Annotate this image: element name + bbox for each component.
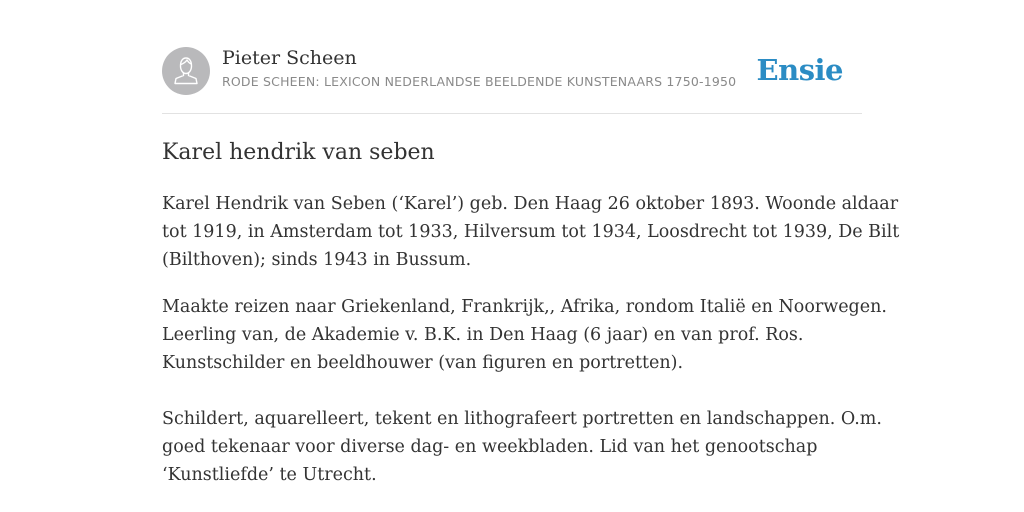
text-line: (Bilthoven); sinds 1943 in Bussum. <box>162 250 472 270</box>
source-title[interactable]: RODE SCHEEN: LEXICON NEDERLANDSE BEELDENDE KUNSTENAARS 1750-1950 <box>222 74 737 89</box>
paragraph-spacer <box>162 377 867 405</box>
text-line: goed tekenaar voor diverse dag- en weekbladen. Lid van het genootschap <box>162 437 818 457</box>
ensie-logo[interactable]: Ensie <box>756 53 843 87</box>
article-header <box>162 46 862 96</box>
paragraph-2 <box>162 293 887 377</box>
text-line: Schildert, aquarelleert, tekent en lithografeert portretten en landschappen. O.m. <box>162 409 882 429</box>
text-line: Kunstschilder en beeldhouwer (van figuren en portretten). <box>162 353 684 373</box>
article-body <box>162 190 900 489</box>
text-line: Karel Hendrik van Seben (‘Karel’) geb. Den Haag 26 oktober 1893. Woonde aldaar <box>162 194 899 214</box>
text-line: Leerling van, de Akademie v. B.K. in Den Haag (6 jaar) en van prof. Ros. <box>162 325 804 345</box>
author-avatar[interactable] <box>162 47 210 95</box>
user-icon <box>162 47 210 95</box>
paragraph-1 <box>162 190 900 274</box>
text-line: tot 1919, in Amsterdam tot 1933, Hilversum tot 1934, Loosdrecht tot 1939, De Bilt <box>162 222 900 242</box>
author-name[interactable]: Pieter Scheen <box>222 47 357 69</box>
paragraph-3 <box>162 405 882 489</box>
text-line: Maakte reizen naar Griekenland, Frankrijk,, Afrika, rondom Italië en Noorwegen. <box>162 297 887 317</box>
text-line: ‘Kunstliefde’ te Utrecht. <box>162 465 377 485</box>
article-title: Karel hendrik van seben <box>162 140 435 165</box>
header-divider <box>162 113 862 114</box>
